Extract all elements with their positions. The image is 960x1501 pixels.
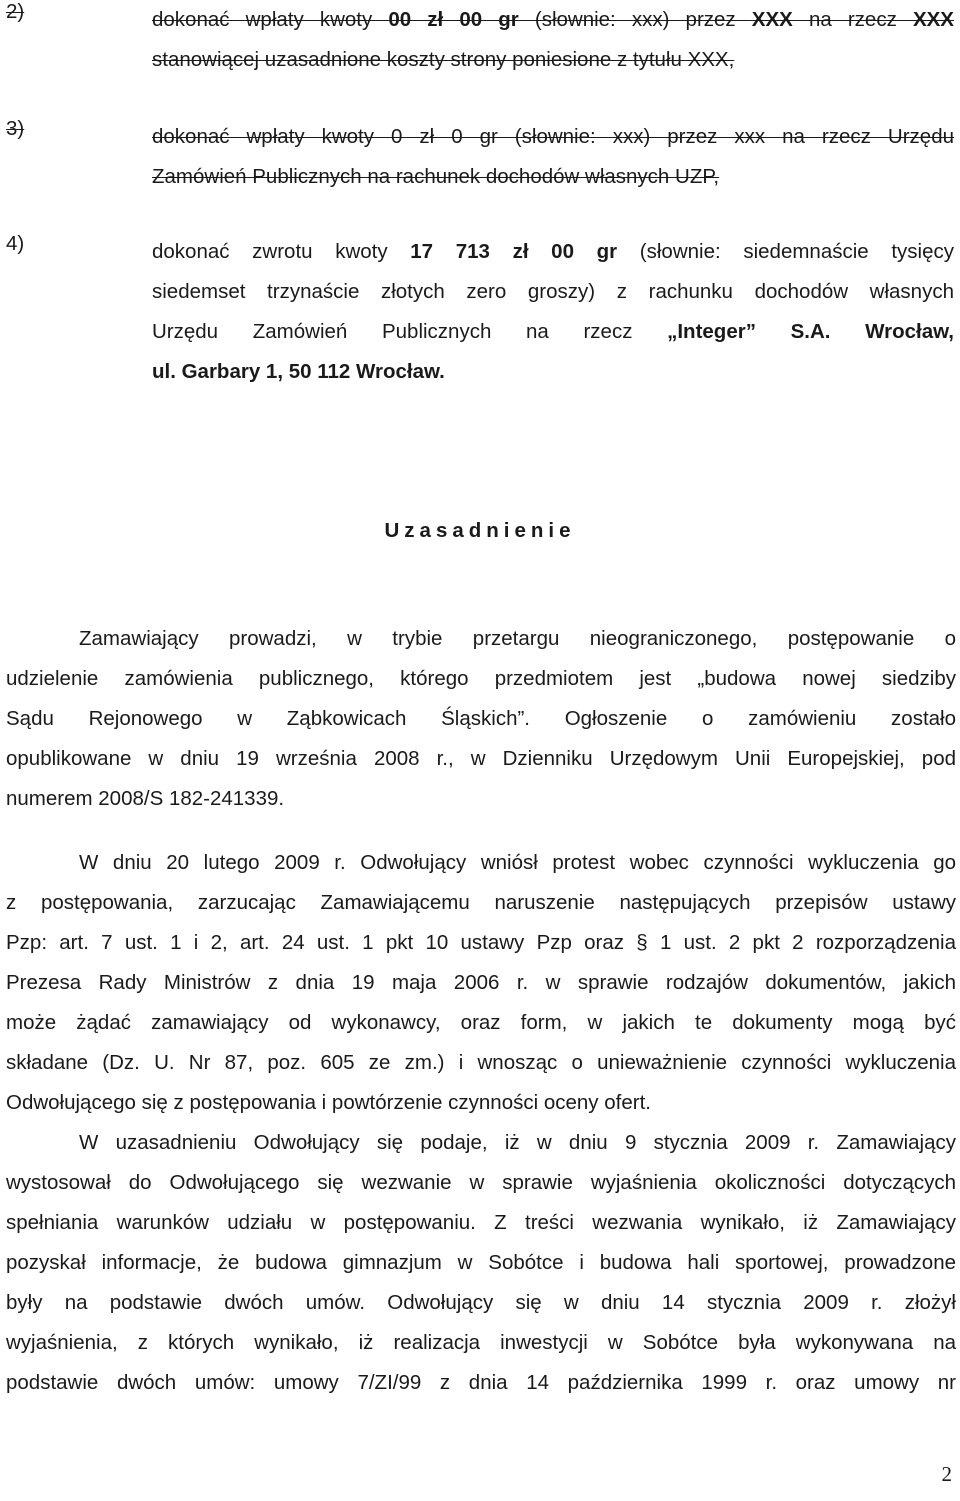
paragraph-3 <box>6 1123 956 1403</box>
text-line: W dniu 20 lutego 2009 r. Odwołujący wniósł protest wobec czynności wykluczenia go <box>79 851 956 874</box>
section-title: Uzasadnienie <box>384 519 576 542</box>
text-line: ul. Garbary 1, 50 112 Wrocław. <box>152 360 445 383</box>
text-line: Zamawiający prowadzi, w trybie przetargu nieograniczonego, postępowanie o <box>79 627 956 650</box>
text-line: z postępowania, zarzucając Zamawiającemu naruszenie następujących przepisów ustawy <box>6 891 956 914</box>
text-line: W uzasadnieniu Odwołujący się podaje, iż w dniu 9 stycznia 2009 r. Zamawiający <box>79 1131 956 1154</box>
list-item-number: 4) <box>6 232 25 255</box>
list-item-number: 3) <box>6 117 25 140</box>
text-line: spełniania warunków udziału w postępowaniu. Z treści wezwania wynikało, iż Zamawiający <box>6 1211 956 1234</box>
paragraph-1 <box>6 619 956 819</box>
list-item-text <box>152 0 954 80</box>
text-line: numerem 2008/S 182-241339. <box>6 787 285 810</box>
text-line: Odwołującego się z postępowania i powtórzenie czynności oceny ofert. <box>6 1091 651 1114</box>
text-line: Sądu Rejonowego w Ząbkowicach Śląskich”. Ogłoszenie o zamówieniu zostało <box>6 707 956 730</box>
list-item-text <box>152 117 954 197</box>
text-line: podstawie dwóch umów: umowy 7/ZI/99 z dnia 14 października 1999 r. oraz umowy nr <box>6 1371 956 1394</box>
text-line: Zamówień Publicznych na rachunek dochodów własnych UZP, <box>152 165 720 188</box>
text-line: wystosował do Odwołującego się wezwanie w sprawie wyjaśnienia okoliczności dotyczących <box>6 1171 956 1194</box>
text-line: pozyskał informacje, że budowa gimnazjum w Sobótce i budowa hali sportowej, prowadzone <box>6 1251 956 1274</box>
text-line: udzielenie zamówienia publicznego, którego przedmiotem jest „budowa nowej siedziby <box>6 667 956 690</box>
list-item-text <box>152 232 954 392</box>
text-line: wyjaśnienia, z których wynikało, iż realizacja inwestycji w Sobótce była wykonywana na <box>6 1331 956 1354</box>
text-line: siedemset trzynaście złotych zero groszy) z rachunku dochodów własnych <box>152 280 954 303</box>
list-item-number: 2) <box>6 0 25 23</box>
paragraph-2 <box>6 843 956 1123</box>
text-line: Pzp: art. 7 ust. 1 i 2, art. 24 ust. 1 pkt 10 ustawy Pzp oraz § 1 ust. 2 pkt 2 rozporządzenia <box>6 931 956 954</box>
list-item-3 <box>6 117 954 197</box>
page-number: 2 <box>941 1462 952 1486</box>
text-line: dokonać wpłaty kwoty 0 zł 0 gr (słownie: xxx) przez xxx na rzecz Urzędu <box>152 125 954 148</box>
text-line: były na podstawie dwóch umów. Odwołujący się w dniu 14 stycznia 2009 r. złożył <box>6 1291 956 1314</box>
text-line: Prezesa Rady Ministrów z dnia 19 maja 2006 r. w sprawie rodzajów dokumentów, jakich <box>6 971 956 994</box>
text-line: składane (Dz. U. Nr 87, poz. 605 ze zm.) i wnosząc o unieważnienie czynności wykluczenia <box>6 1051 956 1074</box>
text-line: dokonać wpłaty kwoty 00 zł 00 gr (słownie: xxx) przez XXX na rzecz XXX <box>152 8 954 31</box>
list-item-4 <box>6 232 954 392</box>
text-line: Urzędu Zamówień Publicznych na rzecz „Integer” S.A. Wrocław, <box>152 320 954 343</box>
text-line: opublikowane w dniu 19 września 2008 r., w Dzienniku Urzędowym Unii Europejskiej, pod <box>6 747 956 770</box>
text-line: stanowiącej uzasadnione koszty strony poniesione z tytułu XXX, <box>152 48 735 71</box>
text-line: może żądać zamawiający od wykonawcy, oraz form, w jakich te dokumenty mogą być <box>6 1011 956 1034</box>
text-line: dokonać zwrotu kwoty 17 713 zł 00 gr (słownie: siedemnaście tysięcy <box>152 240 954 263</box>
list-item-2 <box>6 0 954 80</box>
